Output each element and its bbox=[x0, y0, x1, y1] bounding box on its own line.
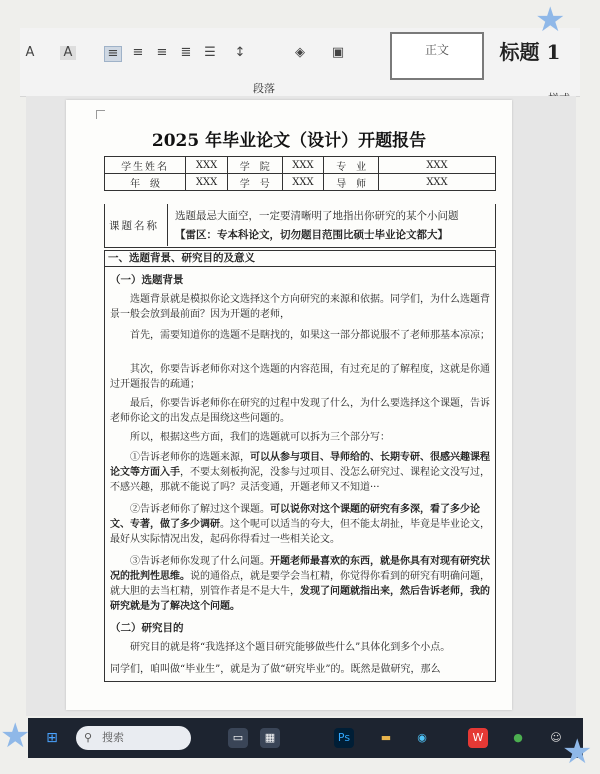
align-center-icon[interactable]: ≡ bbox=[132, 45, 144, 60]
widgets-icon[interactable]: ▦ bbox=[260, 728, 280, 748]
info-table bbox=[104, 156, 496, 191]
text-run: ③告诉老师你发现了什么问题。 bbox=[130, 556, 270, 567]
char-shading-icon[interactable]: A bbox=[60, 46, 76, 60]
text-run-bold: 可以说你对这个课题的研究有多深，看了多少论文、专著，做了多少调研 bbox=[110, 504, 480, 530]
taskbar bbox=[28, 718, 583, 758]
text-run-bold: 可以从参与项目、导师给的、长期专研、很感兴趣课程论文等方面入手 bbox=[110, 452, 490, 478]
table-cell: XXX bbox=[186, 157, 228, 174]
subject-label: 课题名称 bbox=[109, 220, 159, 232]
table-cell: XXX bbox=[282, 157, 324, 174]
document-page[interactable] bbox=[66, 100, 512, 710]
style-normal[interactable]: 正文 bbox=[390, 32, 484, 80]
divider bbox=[104, 266, 496, 267]
style-heading1[interactable]: 标题 1 bbox=[499, 40, 561, 64]
paragraph: 其次，你要告诉老师你对这个选题的内容范围，有过充足的了解程度，这就是你通过开题报告的疏通； bbox=[110, 364, 490, 390]
distributed-icon[interactable]: ☰ bbox=[204, 45, 216, 60]
folder-icon[interactable]: ▬ bbox=[380, 731, 392, 744]
text-run: ②告诉老师你了解过这个课题。 bbox=[130, 504, 270, 515]
task-view-icon[interactable]: ▭ bbox=[228, 728, 248, 748]
table-cell: 学生姓名 bbox=[105, 157, 186, 174]
star-sticker-icon: ★ bbox=[535, 0, 566, 40]
paragraph bbox=[110, 450, 492, 495]
table-cell: XXX bbox=[379, 174, 496, 191]
table-cell: 学 号 bbox=[227, 174, 282, 191]
paragraph: 最后，你要告诉老师你在研究的过程中发现了什么，为什么要选择这个课题，告诉老师你论文的出发点是围绕这些问题的。 bbox=[110, 398, 490, 424]
align-left-icon[interactable]: ≡ bbox=[104, 46, 122, 62]
line-spacing-icon[interactable]: ↕ bbox=[234, 45, 246, 60]
star-sticker-icon: ★ bbox=[562, 732, 593, 772]
font-color-icon[interactable]: A bbox=[25, 45, 35, 60]
subject-text: 选题最忌大面空，一定要清晰明了地指出你研究的某个小问题 bbox=[175, 210, 459, 222]
text-run-bold: 发现了问题就指出来，然后告诉老师，我的研究就是为了解决这个问题。 bbox=[110, 586, 490, 612]
search-placeholder: 搜索 bbox=[102, 731, 124, 744]
shading-icon[interactable]: ◈ bbox=[295, 45, 305, 60]
paragraph: 同学们，咱叫做“毕业生”，就是为了做“研究毕业”的。既然是做研究，那么 bbox=[110, 664, 441, 675]
text-run: ，不要太刻板拘泥，没参与过项目、没怎么研究过、课程论文没写过，不感兴趣，那就不能说了吗？灵活变通，开题老师又不知道··· bbox=[110, 467, 490, 493]
paragraph: 首先，需要知道你的选题不是瞎找的，如果这一部分都说服不了老师那基本凉凉； bbox=[130, 330, 490, 341]
doc-title: 2025 年毕业论文（设计）开题报告 bbox=[151, 131, 427, 151]
section-heading: 一、选题背景、研究目的及意义 bbox=[108, 252, 255, 264]
table-cell: XXX bbox=[379, 157, 496, 174]
text-run: 说的通俗点，就是要学会当杠精，你觉得你看到的研究有明确问题，就大胆的去当杠精，别管作者是不是大牛， bbox=[110, 571, 490, 597]
table-cell: 导 师 bbox=[324, 174, 379, 191]
table-cell: 学 院 bbox=[227, 157, 282, 174]
justify-icon[interactable]: ≣ bbox=[180, 45, 192, 60]
taskbar-search[interactable] bbox=[76, 726, 191, 750]
text-run: 。这个呢可以适当的夸大，但不能太胡扯，毕竟是毕业论文，最好从实际情况出发，起码你得看过一些相关论文。 bbox=[110, 519, 490, 545]
wechat-icon[interactable]: ● bbox=[513, 731, 523, 744]
star-sticker-icon: ★ bbox=[0, 716, 31, 756]
subject-warning: 【雷区：专本科论文，切勿题目范围比硕士毕业论文都大】 bbox=[175, 229, 448, 241]
wps-icon[interactable]: W bbox=[468, 728, 488, 748]
table-cell: 年 级 bbox=[105, 174, 186, 191]
table-row bbox=[105, 174, 496, 191]
table-row bbox=[105, 157, 496, 174]
edge-icon[interactable]: ◉ bbox=[417, 731, 427, 744]
paragraph bbox=[110, 502, 492, 547]
paragraph: 研究目的就是将“我选择这个题目研究能够做些什么”具体化到多个小点。 bbox=[130, 642, 451, 653]
align-right-icon[interactable]: ≡ bbox=[156, 45, 168, 60]
text-run: ①告诉老师你的选题来源， bbox=[130, 452, 250, 463]
subject-row bbox=[104, 204, 496, 248]
margin-mark bbox=[96, 110, 105, 119]
windows-start-icon[interactable]: ⊞ bbox=[46, 730, 58, 746]
table-cell: XXX bbox=[282, 174, 324, 191]
divider bbox=[167, 204, 168, 246]
search-icon: ⚲ bbox=[84, 731, 93, 744]
subsection-heading: （二）研究目的 bbox=[110, 622, 184, 634]
paragraph: 所以，根据这些方面，我们的选题就可以拆为三个部分写： bbox=[130, 432, 390, 443]
table-cell: 专 业 bbox=[324, 157, 379, 174]
paragraph: 选题背景就是模拟你论文选择这个方向研究的来源和依据。同学们，为什么选题背景一般会放到最前面？因为开题的老师， bbox=[110, 294, 490, 320]
text-run-bold: 开题老师最喜欢的东西，就是你具有对现有研究状况的批判性思维。 bbox=[110, 556, 490, 582]
photoshop-icon[interactable]: Ps bbox=[334, 728, 354, 748]
subsection-heading: （一）选题背景 bbox=[110, 274, 184, 286]
paragraph-group-label: 段落 bbox=[253, 82, 275, 95]
qq-icon[interactable]: ☺ bbox=[550, 731, 562, 744]
borders-icon[interactable]: ▣ bbox=[331, 45, 345, 60]
paragraph bbox=[110, 554, 492, 614]
table-cell: XXX bbox=[186, 174, 228, 191]
